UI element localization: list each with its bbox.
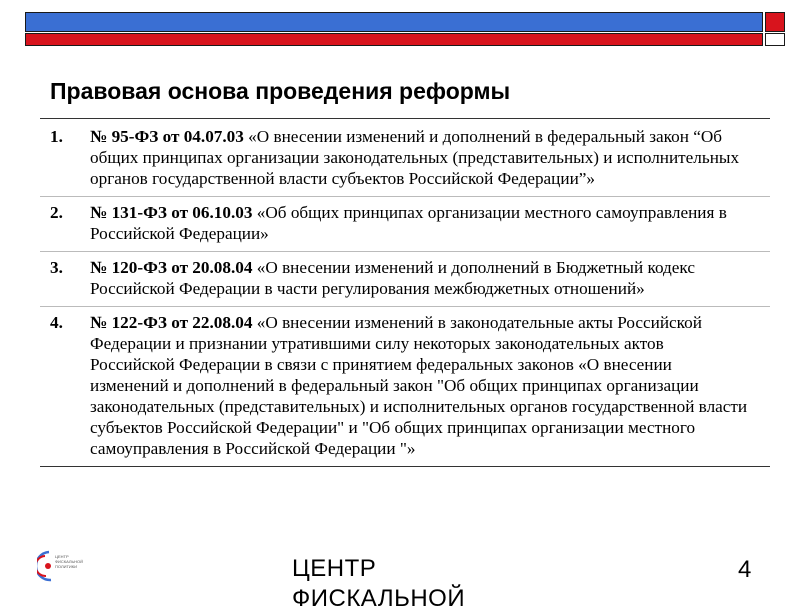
title-divider bbox=[40, 118, 770, 119]
law-title: «О внесении изменений и дополнений в Бюджетный кодекс Российской Федерации в части регулирования межбюджетных отношений» bbox=[90, 258, 695, 298]
logo-text-1: ЦЕНТР bbox=[55, 554, 69, 559]
law-title: «О внесении изменений в законодательные акты Российской Федерации и признании утратившими силу некоторых законодательных актов Российской Федерации в связи с принятием федеральных законов «О внесении изменений и дополнений в федеральный закон "Об общих принципах организации законодательных (представительных) и исполнительных органов государственной власти субъектов Российской Федерации" и "Об общих принципах организации местного самоуправления в Российской Федерации "» bbox=[90, 313, 748, 458]
header-bar-blue bbox=[25, 12, 763, 32]
item-number: 1. bbox=[50, 127, 63, 146]
list-item bbox=[40, 307, 770, 467]
list-item bbox=[40, 197, 770, 252]
law-reference: № 131-ФЗ от 06.10.03 bbox=[90, 203, 253, 222]
list-item bbox=[40, 121, 770, 197]
item-number: 4. bbox=[50, 313, 63, 332]
law-reference: № 95-ФЗ от 04.07.03 bbox=[90, 127, 244, 146]
page-number: 4 bbox=[738, 556, 752, 583]
center-fiscal-policy-logo-icon bbox=[37, 548, 83, 584]
law-reference: № 120-ФЗ от 20.08.04 bbox=[90, 258, 253, 277]
header-square-white bbox=[765, 33, 785, 46]
footer-line-1: ЦЕНТР bbox=[292, 555, 377, 582]
law-title: «О внесении изменений и дополнений в федеральный закон “Об общих принципах организации законодательных (представительных) и исполнительных органов государственной власти субъектов Российской Федерации”» bbox=[90, 127, 740, 188]
logo-text-3: ПОЛИТИКИ bbox=[55, 564, 77, 569]
law-list bbox=[40, 121, 770, 467]
law-title: «Об общих принципах организации местного самоуправления в Российской Федерации» bbox=[90, 203, 727, 243]
item-number: 3. bbox=[50, 258, 63, 277]
logo-text-2: ФИСКАЛЬНОЙ bbox=[55, 559, 83, 564]
law-reference: № 122-ФЗ от 22.08.04 bbox=[90, 313, 253, 332]
header-bar-red bbox=[25, 33, 763, 46]
list-item bbox=[40, 252, 770, 307]
item-number: 2. bbox=[50, 203, 63, 222]
header-square-red bbox=[765, 12, 785, 32]
slide-title: Правовая основа проведения реформы bbox=[50, 78, 511, 104]
footer-org-name bbox=[292, 554, 465, 614]
footer-line-2: ФИСКАЛЬНОЙ bbox=[292, 585, 466, 612]
